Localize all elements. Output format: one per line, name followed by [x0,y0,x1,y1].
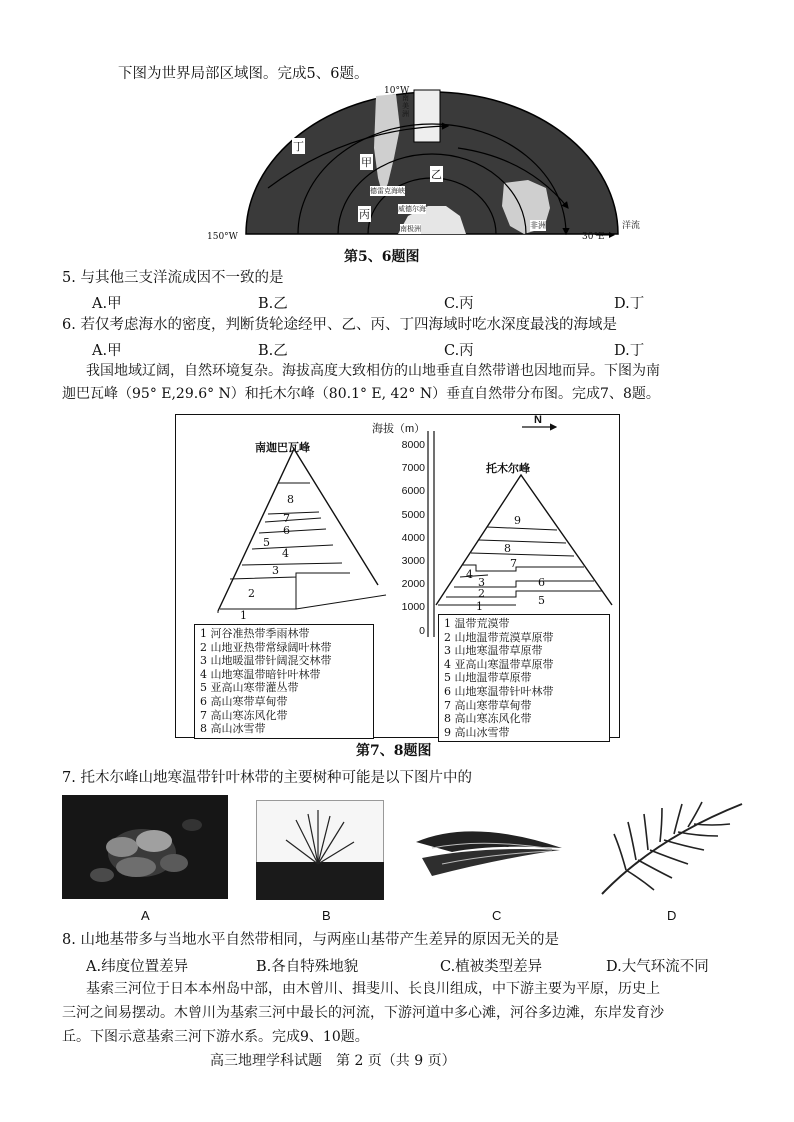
legend-item: 4 山地寒温带暗针叶林带 [200,667,321,681]
left-zone-number: 6 [283,524,290,537]
q7-text: 托木尔峰山地寒温带针叶林带的主要树种可能是以下图片中的 [80,770,472,786]
legend-item: 2 山地温带荒漠草原带 [444,630,554,644]
q8-text: 山地基带多与当地水平自然带相同，与两座山基带产生差异的原因无关的是 [80,932,559,948]
q7-number: 7. [62,770,76,786]
map-label-south-america: 南美洲 [402,94,409,118]
q5-option-d[interactable]: D.丁 [614,296,645,312]
map-label-africa: 非洲 [530,221,546,230]
intro-5-6: 下图为世界局部区域图。完成5、6题。 [118,66,369,82]
q7-picture-d-label: D [667,908,677,923]
right-zone-number: 4 [466,568,473,581]
left-peak-legend [194,624,374,739]
tick-label: 5000 [401,508,425,521]
intro-7-8-line1: 我国地域辽阔，自然环境复杂。海拔高度大致相仿的山地垂直自然带谱也因地而异。下图为南 [86,363,660,379]
right-zone-number: 2 [478,587,485,600]
right-zone-number: 9 [514,514,521,527]
tick-label: 2000 [401,578,425,591]
q8-option-c[interactable]: C.植被类型差异 [440,959,543,975]
right-zone-number: 6 [538,576,545,589]
map-caption: 第5、6题图 [344,249,420,265]
q7-picture-a-label: A [141,908,150,923]
right-peak-legend [438,614,610,742]
map-label-antarctica: 南极洲 [400,225,421,233]
right-zone-number: 7 [510,557,517,570]
legend-item: 4 亚高山寒温带草原带 [444,657,554,671]
legend-item: 6 高山寒带草甸带 [200,694,288,708]
tick-label: 0 [419,624,425,637]
q5-option-a[interactable]: A.甲 [92,296,122,312]
legend-item: 5 山地温带草原带 [444,671,532,685]
q6-stem [62,315,617,335]
page-footer: 高三地理学科试题 第 2 页（共 9 页） [210,1053,456,1069]
legend-item: 9 高山冰雪带 [444,725,510,739]
map-lon-top: 10°W [384,86,410,96]
map-lon-right: 30°E [582,232,605,242]
q5-number: 5. [62,270,76,286]
q8-number: 8. [62,932,76,948]
intro-9-10-line3: 丘。下图示意基索三河下游水系。完成9、10题。 [62,1029,369,1045]
tick-label: 3000 [401,554,425,567]
q6-number: 6. [62,317,76,333]
right-zone-number: 5 [538,594,545,607]
q6-option-c[interactable]: C.丙 [444,343,474,359]
legend-item: 3 山地寒温带草原带 [444,644,543,658]
q6-text: 若仅考虑海水的密度，判断货轮途经甲、乙、丙、丁四海域时吃水深度最浅的海域是 [80,317,617,333]
q6-option-d[interactable]: D.丁 [614,343,645,359]
right-zone-number: 8 [504,542,511,555]
q8-option-a[interactable]: A.纬度位置差异 [86,959,189,975]
q7-picture-b[interactable] [256,800,384,900]
q7-picture-c[interactable] [412,818,564,888]
legend-item: 7 高山寒带草甸带 [444,698,532,712]
zone-axis-ticks [380,439,425,648]
left-zone-number: 4 [282,547,289,560]
zone-figure-caption: 第7、8题图 [356,743,432,759]
intro-9-10-line2: 三河之间易摆动。木曾川为基索三河中最长的河流，下游河道中多心滩，河谷多边滩，东岸发育沙 [62,1005,664,1021]
left-peak-name: 南迦巴瓦峰 [255,441,310,454]
legend-item: 1 温带荒漠带 [444,617,510,630]
legend-item: 2 山地亚热带常绿阔叶林带 [200,640,332,654]
q6-option-b[interactable]: B.乙 [258,343,288,359]
intro-9-10-line1: 基索三河位于日本本州岛中部，由木曾川、揖斐川、长良川组成，中下游主要为平原，历史上 [86,981,660,997]
map-label-ding: 丁 [293,140,304,153]
right-peak-name: 托木尔峰 [486,462,530,475]
right-zone-number: 3 [478,576,485,589]
tick-label: 1000 [401,601,425,614]
map-label-yi: 乙 [431,168,442,181]
zone-north-label: N [534,414,542,426]
map-label-bing: 丙 [359,208,370,221]
legend-item: 8 高山寒冻风化带 [444,712,532,726]
q7-picture-d[interactable] [596,798,746,902]
q8-option-b[interactable]: B.各自特殊地貌 [256,959,359,975]
legend-item: 1 河谷准热带季雨林带 [200,627,310,640]
q7-picture-c-label: C [492,908,502,923]
q5-stem [62,268,283,288]
left-zone-number: 5 [263,536,270,549]
q7-picture-b-label: B [322,908,331,923]
q7-stem [62,768,472,788]
zone-axis-title: 海拔（m） [372,423,426,435]
map-label-weddell: 威德尔海 [398,205,426,213]
left-zone-number: 3 [272,564,279,577]
legend-item: 3 山地暖温带针阔混交林带 [200,654,332,668]
q5-text: 与其他三支洋流成因不一致的是 [80,270,284,286]
map-label-drake: 德雷克海峡 [370,187,405,195]
legend-item: 5 亚高山寒带灌丛带 [200,681,299,695]
legend-item: 7 高山寒冻风化带 [200,708,288,722]
legend-item: 6 山地寒温带针叶林带 [444,684,554,698]
q8-option-d[interactable]: D.大气环流不同 [606,959,709,975]
left-zone-number: 1 [240,609,247,622]
legend-item: 8 高山冰雪带 [200,722,266,736]
left-zone-number: 2 [248,587,255,600]
q5-option-c[interactable]: C.丙 [444,296,474,312]
tick-label: 6000 [401,485,425,498]
q5-option-b[interactable]: B.乙 [258,296,288,312]
map-label-jia: 甲 [361,156,372,169]
left-zone-number: 8 [287,493,294,506]
tick-label: 4000 [401,531,425,544]
map-legend-current: 洋流 [622,221,641,231]
q8-stem [62,930,559,950]
right-zone-number: 1 [476,600,483,613]
tick-label: 7000 [401,462,425,475]
q6-option-a[interactable]: A.甲 [92,343,122,359]
world-map-figure [228,88,636,240]
intro-7-8-line2: 迦巴瓦峰（95° E,29.6° N）和托木尔峰（80.1° E, 42° N）垂直自然带分布图。完成7、8题。 [62,386,660,402]
left-zone-number: 7 [283,512,290,525]
map-lon-left: 150°W [207,232,238,242]
q7-picture-a[interactable] [62,795,228,899]
tick-label: 8000 [401,439,425,451]
